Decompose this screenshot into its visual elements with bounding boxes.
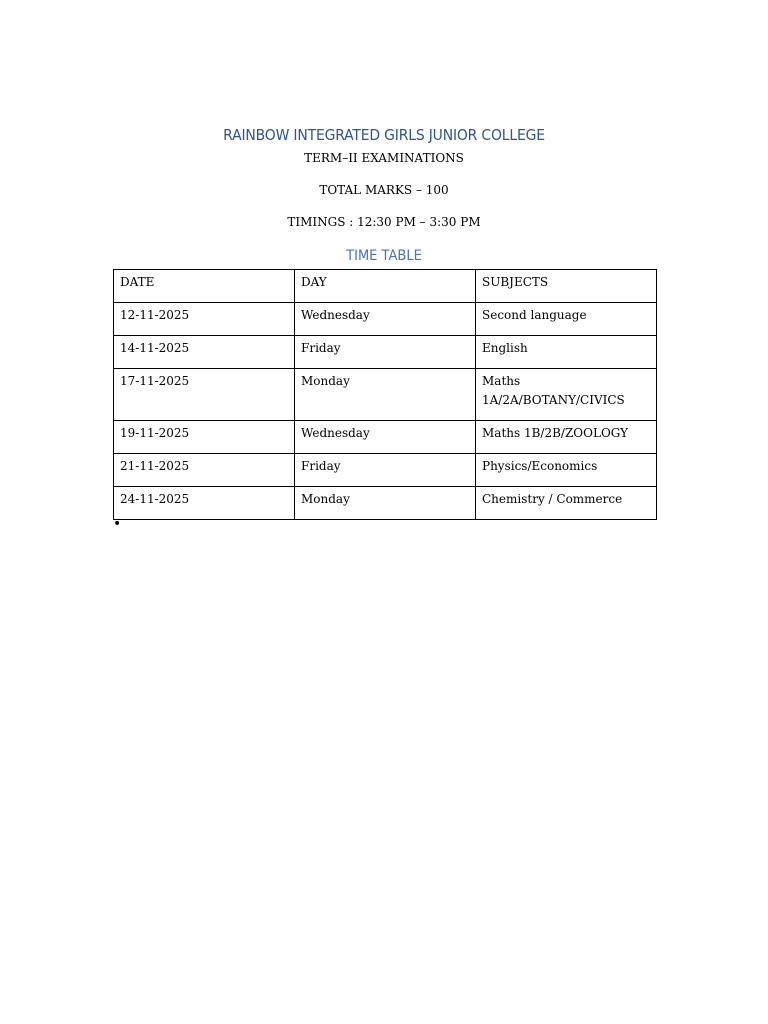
day-cell: Monday bbox=[295, 487, 476, 520]
day-cell: Wednesday bbox=[295, 303, 476, 336]
table-row bbox=[114, 421, 657, 454]
day-cell: Friday bbox=[295, 336, 476, 369]
date-cell: 19-11-2025 bbox=[114, 421, 295, 454]
exam-timings: TIMINGS : 12:30 PM – 3:30 PM bbox=[287, 215, 481, 229]
column-header-day: DAY bbox=[295, 270, 476, 303]
date-cell: 24-11-2025 bbox=[114, 487, 295, 520]
subject-cell: English bbox=[476, 336, 657, 369]
table-row bbox=[114, 336, 657, 369]
table-row bbox=[114, 454, 657, 487]
subject-cell: Maths 1A/2A/BOTANY/CIVICS bbox=[476, 369, 657, 421]
exam-name: TERM–II EXAMINATIONS bbox=[304, 151, 464, 165]
total-marks: TOTAL MARKS – 100 bbox=[319, 183, 449, 197]
subject-cell: Maths 1B/2B/ZOOLOGY bbox=[476, 421, 657, 454]
subject-cell: Second language bbox=[476, 303, 657, 336]
column-header-date: DATE bbox=[114, 270, 295, 303]
timetable-title: TIME TABLE bbox=[346, 248, 422, 264]
date-cell: 14-11-2025 bbox=[114, 336, 295, 369]
table-row bbox=[114, 369, 657, 421]
date-cell: 12-11-2025 bbox=[114, 303, 295, 336]
subject-cell: Chemistry / Commerce bbox=[476, 487, 657, 520]
subject-cell: Physics/Economics bbox=[476, 454, 657, 487]
table-row bbox=[114, 303, 657, 336]
column-header-subjects: SUBJECTS bbox=[476, 270, 657, 303]
day-cell: Monday bbox=[295, 369, 476, 421]
timetable bbox=[113, 269, 657, 520]
day-cell: Wednesday bbox=[295, 421, 476, 454]
college-title: RAINBOW INTEGRATED GIRLS JUNIOR COLLEGE bbox=[223, 126, 545, 144]
bullet-point: • bbox=[113, 516, 122, 532]
date-cell: 17-11-2025 bbox=[114, 369, 295, 421]
table-header-row bbox=[114, 270, 657, 303]
table-row bbox=[114, 487, 657, 520]
day-cell: Friday bbox=[295, 454, 476, 487]
date-cell: 21-11-2025 bbox=[114, 454, 295, 487]
